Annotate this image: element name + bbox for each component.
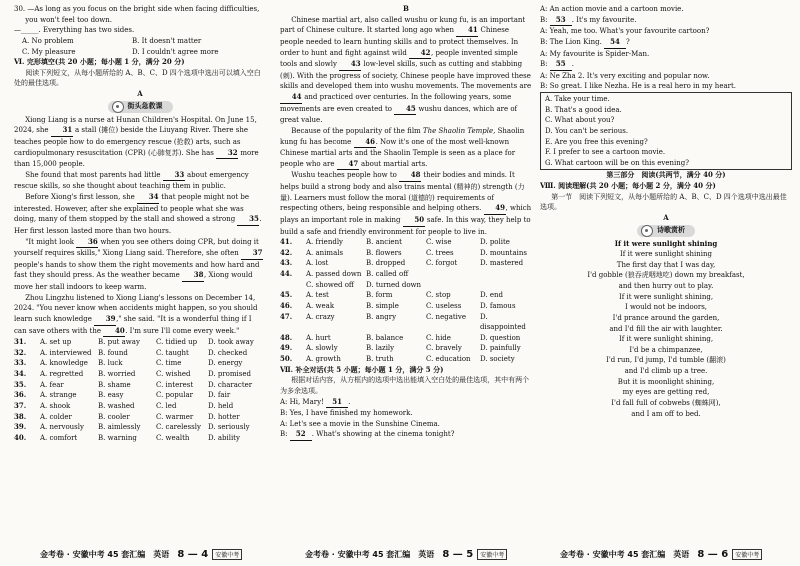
box-option: A. Take your time. — [545, 95, 610, 103]
option-choice: C. trees — [426, 248, 454, 257]
option-choice — [480, 280, 532, 291]
option-choice: B. It doesn't matter — [132, 36, 202, 45]
dialog-line: B: 52 . What's showing at the cinema tonight? — [280, 429, 532, 441]
option-choice: C. taught — [156, 348, 189, 357]
poem-line: The first day that I was day, — [616, 260, 716, 269]
option-choice: D. famous — [480, 301, 516, 310]
dialog-line: B: The Lion King. 54 ? — [540, 37, 792, 49]
option-row — [14, 369, 266, 380]
option-choice: C. warmer — [156, 412, 194, 421]
option-choice — [426, 269, 480, 280]
option-choice: A. friendly — [306, 238, 344, 247]
footer-title: 金考卷 · 安徽中考 45 套汇编 英语 — [560, 550, 690, 559]
box-option: G. What cartoon will be on this evening? — [545, 158, 689, 167]
option-choice: D. hotter — [208, 412, 240, 421]
poem-line: If it were sunlight shining, — [618, 292, 714, 301]
option-choice: D. energy — [208, 359, 243, 368]
blank-51: 51 — [326, 397, 348, 409]
option-choice: D. mountains — [480, 248, 528, 257]
passage-letter: A — [663, 212, 669, 222]
section-title: Ⅵ. 完形填空(共 20 小题；每小题 1 分，满分 20 分) — [14, 57, 185, 67]
section-tag — [14, 101, 266, 113]
italic-title: The Shaolin Temple — [422, 126, 494, 135]
blank-43: 43 — [339, 59, 361, 71]
dialog-line: A: Hi, Mary! 51 . — [280, 397, 532, 409]
poem-line: I'd gobble (狼吞虎咽地吃) down my breakfast, — [587, 271, 745, 280]
poem-line: I'd be a chimpanzee, — [629, 345, 703, 354]
blank-44: 44 — [280, 92, 302, 104]
option-choice: A. fear — [40, 380, 64, 389]
blank-45: 45 — [394, 104, 416, 116]
option-row — [14, 47, 266, 58]
option-choice: D. I couldn't agree more — [132, 47, 219, 56]
blank-42: 42 — [409, 48, 431, 60]
option-row — [14, 348, 266, 359]
dialog-line: A: An action movie and a cartoon movie. — [540, 5, 684, 13]
options-box — [540, 92, 792, 170]
option-choice: C. time — [156, 359, 182, 368]
option-choice: B. luck — [98, 359, 123, 368]
poem-line: my eyes are getting red, — [622, 388, 710, 397]
dialog-line: B: 53 . It's my favourite. — [540, 15, 792, 27]
poem-line: and I'd fill the air with laughter. — [609, 324, 723, 333]
option-choice: C. interest — [156, 380, 194, 389]
option-choice: A. growth — [306, 355, 341, 363]
paragraph: Because of the popularity of the film The Shaolin Temple, Shaolin kung fu has become 46. Now it's one of the most well-known Chinese martial arts and the Shaolin Temple is seen as a place for people who are 47 about martial arts. — [280, 126, 532, 171]
blank-31: 31 — [51, 125, 73, 137]
paragraph: Xiong Liang is a nurse at Hunan Children's Hospital. On June 15, 2024, she 31 a stall (摊位) beside the Liuyang River. There she teaches people how to do emergency rescue (抢救) arts, such as cardiopulmonary resuscitation (CPR) (心肺复苏). She has 32 more than 15,000 people. — [14, 115, 259, 169]
badge-icon — [641, 225, 653, 237]
blank-33: 33 — [163, 170, 185, 182]
option-choice: B. ancient — [366, 238, 402, 247]
option-row — [14, 380, 266, 391]
option-choice: C. negative — [426, 312, 467, 321]
paragraph: She found that most parents had little 33 about emergency rescue skills, so she thought about teaching them in public. — [14, 169, 249, 191]
box-option: E. Are you free this evening? — [545, 137, 648, 146]
option-choice: D. promised — [208, 370, 251, 378]
option-choice: C. My pleasure — [22, 47, 76, 56]
question-number: 41. — [280, 237, 293, 247]
blank-54: 54 — [604, 37, 626, 49]
option-choice: D. checked — [208, 348, 248, 357]
option-row — [280, 354, 532, 365]
question-number: 50. — [280, 354, 293, 363]
column-right — [540, 4, 792, 536]
blank-55: 55 — [550, 59, 572, 71]
tag-label: 诗歌赏析 — [637, 225, 695, 237]
option-choice: C. hide — [426, 333, 451, 342]
option-choice: A. regretted — [40, 370, 84, 378]
option-choice: A. crazy — [306, 312, 335, 321]
question-number: 39. — [14, 422, 27, 432]
section-instructions: 阅读下列短文，从每小题所给的 A、B、C、D 四个选项中选出可以填入空白处的最佳选项。 — [14, 68, 261, 88]
option-row — [280, 333, 532, 344]
option-choice: B. put away — [98, 338, 140, 347]
option-choice: B. aimlessly — [98, 423, 141, 432]
option-choice: B. washed — [98, 401, 135, 410]
dialog-line: B: So great. I like Nezha. He is a real hero in my heart. — [540, 82, 737, 91]
option-row — [280, 301, 532, 312]
option-choice — [426, 280, 480, 291]
question-number: 37. — [14, 400, 27, 410]
option-choice: C. popular — [156, 391, 193, 400]
question-number: 48. — [280, 332, 293, 342]
dialog-line: A: Ne Zha 2. It's very exciting and popular now. — [540, 71, 710, 80]
box-option: F. I prefer to see a cartoon movie. — [545, 148, 666, 157]
option-choice: B. form — [366, 291, 393, 300]
question-number: 44. — [280, 269, 293, 278]
question-number: 46. — [280, 300, 293, 310]
poem-line: and I'd climb up a tree. — [624, 367, 708, 375]
option-choice: A. set up — [40, 338, 72, 347]
part-title: 第三部分 阅读(共两节，满分 40 分) — [606, 170, 726, 180]
question-number: 33. — [14, 358, 27, 368]
poem-line: I'd fall full of cobwebs (蜘蛛网), — [611, 398, 721, 407]
section-instructions: 根据对话内容，从方框内的选项中选出能填入空白处的最佳选项，其中有两个为多余选项。 — [280, 376, 530, 395]
option-row — [280, 269, 532, 280]
dialog-line: A: Let's see a movie in the Sunshine Cinema. — [280, 419, 440, 428]
box-option: D. You can't be serious. — [545, 126, 629, 135]
option-choice: A. shook — [40, 401, 71, 410]
option-row — [280, 280, 532, 291]
blank-49: 49 — [484, 203, 506, 215]
option-choice: A. weak — [306, 301, 335, 310]
option-choice: D. mastered — [480, 259, 524, 268]
option-choice: D. held — [208, 401, 234, 410]
option-row — [280, 343, 532, 354]
footer-left — [40, 549, 242, 560]
option-row — [14, 401, 266, 412]
option-choice: D. turned down — [366, 280, 422, 289]
footer-title: 金考卷 · 安徽中考 45 套汇编 英语 — [40, 550, 170, 559]
brand-logo: 安徽中考 — [477, 549, 507, 560]
poem — [540, 249, 792, 419]
option-choice: B. lazily — [366, 344, 395, 353]
footer-middle — [305, 549, 507, 560]
option-choice: B. balance — [366, 333, 404, 342]
option-row — [280, 312, 532, 333]
footer-right — [560, 549, 762, 560]
option-row — [14, 412, 266, 423]
blank-41: 41 — [456, 25, 478, 37]
option-choice: A. No problem — [22, 36, 74, 45]
paragraph: Chinese martial art, also called wushu or kung fu, is an important part of Chinese culture. It started long ago when 41 Chinese people needed to learn hunting skills and to protect themselves. In order to hunt and fight against wild 42, people invented simple tools and slowly 43 low-level skills, such as cutting and stabbing (刺). With the progress of society, Chinese people have improved these skills and developed them into wushu movements. The movements are 44 and practiced over centuries. In the following years, some movements are even created to 45 wushu dances, which are of great value. — [280, 15, 532, 125]
option-row — [280, 258, 532, 269]
option-choice: A. interviewed — [40, 348, 92, 357]
option-choice: D. ability — [208, 433, 240, 442]
option-choice: D. disappointed — [480, 312, 526, 332]
question-30-stem: 30. —As long as you focus on the bright side when facing difficulties, — [14, 5, 260, 13]
passage-letter: A — [137, 89, 143, 98]
section-title: Ⅷ. 阅读理解(共 20 小题；每小题 2 分，满分 40 分) — [540, 181, 716, 190]
option-choice: A. hurt — [306, 333, 331, 342]
dialog-line: B: Yes, I have finished my homework. — [280, 409, 413, 418]
poem-line: If it were sunlight shining, — [618, 335, 714, 344]
question-number: 45. — [280, 290, 293, 300]
option-row — [14, 358, 266, 369]
option-choice: C. forgot — [426, 259, 458, 268]
page-number: 8 — 5 — [442, 549, 474, 560]
question-30-line2: you won't feel too down. — [25, 15, 112, 24]
question-number: 38. — [14, 411, 27, 421]
section-title: Ⅶ. 补全对话(共 5 小题；每小题 1 分，满分 5 分) — [280, 364, 444, 374]
option-row — [14, 422, 266, 433]
option-row — [280, 237, 532, 248]
box-option: B. That's a good idea. — [545, 105, 622, 114]
column-middle — [280, 4, 532, 536]
page-number: 8 — 6 — [697, 549, 729, 560]
option-row — [280, 290, 532, 301]
blank-52: 52 — [290, 429, 312, 441]
blank-35: 35 — [237, 214, 259, 226]
paragraph: Wushu teaches people how to 48 their bodies and minds. It helps build a strong body and also trains mental (精神的) strength (力量). Learners must follow the moral (道德的) requirements of respecting others, being responsible and helping others. 49, which plays an important role in making 50 safe. In this way, they help to build a safe and friendly environment for people to live in. — [280, 170, 532, 236]
column-left — [14, 4, 266, 536]
option-choice: C. wealth — [156, 433, 190, 442]
option-choice: B. found — [98, 348, 128, 357]
option-choice: D. took away — [208, 338, 254, 347]
question-number: 34. — [14, 369, 27, 378]
option-choice: A. colder — [40, 412, 72, 421]
option-choice: B. simple — [366, 301, 399, 310]
poem-line: I'd run, I'd jump, I'd tumble (翻滚) — [606, 356, 726, 365]
option-choice: C. useless — [426, 301, 462, 310]
option-choice — [480, 269, 532, 280]
blank-37: 37 — [241, 248, 263, 260]
option-choice: B. warning — [98, 433, 137, 442]
option-choice: C. stop — [426, 291, 451, 300]
option-choice: B. worried — [98, 370, 136, 378]
question-number: 40. — [14, 432, 27, 442]
question-number: 42. — [280, 247, 293, 257]
option-choice: A. passed down — [306, 270, 362, 278]
brand-logo: 安徽中考 — [732, 549, 762, 560]
blank-53: 53 — [550, 15, 572, 27]
badge-icon — [112, 101, 124, 113]
option-choice: D. question — [480, 333, 521, 342]
option-choice: A. knowledge — [40, 359, 88, 368]
passage-letter: B — [403, 4, 409, 13]
paragraph: Before Xiong's first lesson, she 34 that people might not be interested. However, after she explained to people what she was doing, many of them stopped by the stall and showed a strong 35. Her first lesson lasted more than two hours. — [14, 192, 262, 235]
option-choice: B. flowers — [366, 248, 402, 257]
box-option: C. What about you? — [545, 116, 615, 125]
option-row — [280, 248, 532, 259]
option-choice: B. shame — [98, 380, 131, 389]
section-tag — [540, 225, 792, 237]
blank-34: 34 — [137, 192, 159, 204]
poem-line: If it were sunlight shining — [620, 250, 712, 259]
option-choice: C. bravely — [426, 344, 462, 353]
option-choice: D. character — [208, 380, 253, 389]
poem-line: But it is moonlight shining, — [617, 377, 715, 386]
option-choice: B. called off — [366, 270, 409, 278]
option-choice: B. truth — [366, 355, 394, 363]
paragraph: Zhou Lingzhu listened to Xiong Liang's lessons on December 14, 2024. "You never know when accidents might happen, so you should learn such knowledge 39," she said. "It is a wonderful thing if I can save others with the 40. I'm sure I'll come every week." — [14, 293, 266, 338]
question-number: 36. — [14, 390, 27, 400]
option-choice: D. seriously — [208, 423, 250, 432]
section-instructions: 第一节 阅读下列短文，从每小题所给的 A、B、C、D 四个选项中选出最佳选项。 — [540, 192, 787, 212]
blank-39: 39 — [94, 314, 116, 326]
option-choice: A. lost — [306, 259, 329, 268]
option-choice: D. end — [480, 291, 503, 300]
poem-line: I would not be indoors, — [624, 303, 708, 312]
option-choice: C. led — [156, 401, 177, 410]
option-choice: A. slowly — [306, 344, 338, 353]
dialog-line: A: Yeah, me too. What's your favourite cartoon? — [540, 27, 710, 36]
blank-32: 32 — [216, 148, 238, 160]
paragraph: "It might look 36 when you see others doing CPR, but doing it yourself requires skills," Xiong Liang said. Therefore, she often 37 people's hands to show them the right movements and how hard and fast they should press. As the weather became 38, Xiong would move her stall indoors to keep warm. — [14, 236, 263, 291]
question-number: 43. — [280, 258, 293, 268]
option-choice: A. test — [306, 291, 329, 300]
poem-line: and then hurry out to play. — [618, 282, 714, 290]
question-30-line3: —_____. Everything has two sides. — [14, 26, 135, 35]
blank-46: 46 — [354, 137, 376, 149]
option-row — [14, 36, 266, 47]
option-choice: B. angry — [366, 312, 397, 321]
option-choice: A. animals — [306, 248, 344, 257]
question-number: 31. — [14, 337, 27, 347]
poem-title: If it were sunlight shining — [614, 238, 718, 248]
option-choice: A. strange — [40, 391, 77, 400]
blank-40: 40 — [103, 326, 125, 338]
page-number: 8 — 4 — [177, 549, 209, 560]
question-number: 32. — [14, 347, 27, 357]
poem-line: and I am off to bed. — [631, 409, 701, 418]
brand-logo: 安徽中考 — [212, 549, 242, 560]
option-choice: B. cooler — [98, 412, 130, 421]
poem-line: I'd prance around the garden, — [612, 313, 720, 322]
blank-47: 47 — [337, 159, 359, 171]
blank-38: 38 — [182, 270, 204, 282]
option-choice: C. wished — [156, 370, 191, 378]
option-choice: C. wise — [426, 238, 452, 247]
option-choice: D. painfully — [480, 344, 521, 353]
question-number: 35. — [14, 379, 27, 389]
option-choice: D. fair — [208, 391, 231, 400]
question-number: 49. — [280, 343, 293, 353]
option-row — [14, 433, 266, 444]
blank-50: 50 — [403, 215, 425, 227]
option-choice: C. carelessly — [156, 423, 201, 432]
question-number: 47. — [280, 311, 293, 321]
option-choice: C. tidied up — [156, 338, 198, 347]
footer-title: 金考卷 · 安徽中考 45 套汇编 英语 — [305, 550, 435, 559]
dialog-line: A: My favourite is Spider-Man. — [540, 49, 650, 58]
option-choice: A. nervously — [40, 423, 84, 432]
option-choice: C. education — [426, 355, 471, 363]
option-choice: A. comfort — [40, 433, 78, 442]
option-choice: C. showed off — [306, 280, 354, 289]
option-row — [14, 390, 266, 401]
option-choice: D. society — [480, 355, 515, 363]
blank-48: 48 — [399, 170, 421, 182]
option-choice: B. easy — [98, 391, 124, 400]
option-choice: D. polite — [480, 238, 510, 247]
dialog-line: B: 55 . — [540, 59, 792, 71]
option-row — [14, 337, 266, 348]
blank-36: 36 — [76, 237, 98, 249]
option-choice: B. dropped — [366, 259, 406, 268]
tag-label: 街头急救课 — [108, 101, 173, 113]
question-number — [280, 280, 306, 291]
